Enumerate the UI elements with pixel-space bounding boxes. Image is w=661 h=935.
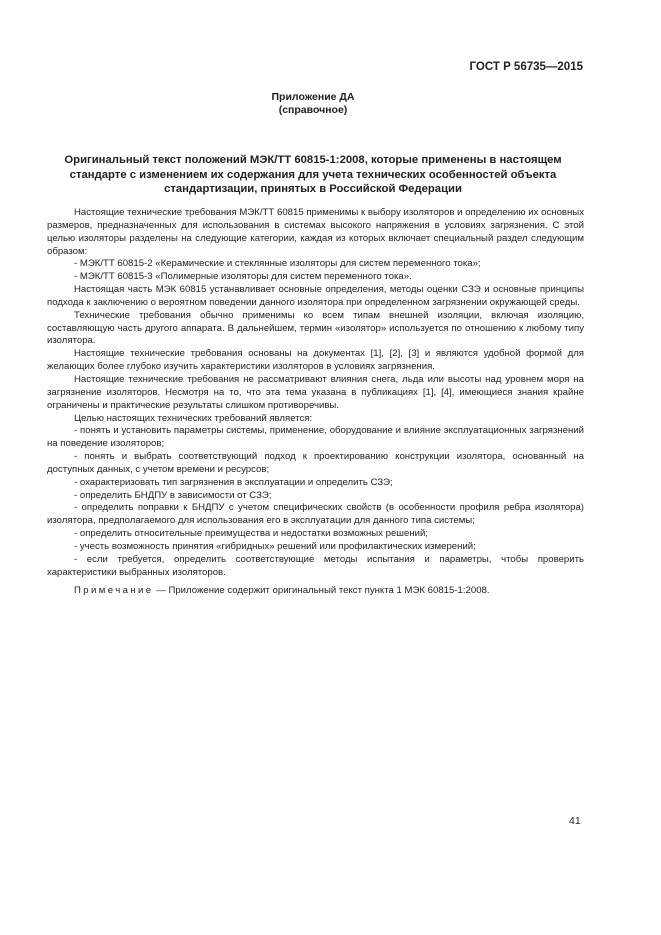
appendix-title: Приложение ДА — [271, 91, 355, 103]
paragraph: Настоящие технические требования основаны на документах [1], [2], [3] и являются удобной формой для желающих более глубоко изучить характеристики изоляторов в условиях загрязнения. — [47, 348, 584, 373]
list-item: - понять и выбрать соответствующий подход к проектированию конструкции изолятора, основанный на доступных данных, с учетом времени и ресурсов; — [47, 451, 584, 475]
paragraph: Настоящие технические требования МЭК/ТТ 60815 применимы к выбору изоляторов и определению их основных размеров, предназначенных для использования в системах высокого напряжения в условиях загрязнения. С этой целью изоляторы разделены на следующие категории, каждая из которых включает специальный раздел следующим образом: — [47, 207, 584, 257]
note-text: — Приложение содержит оригинальный текст пункта 1 МЭК 60815-1:2008. — [153, 585, 490, 597]
note-label: Примечание — [74, 585, 154, 597]
note — [47, 585, 584, 598]
list-item: - МЭК/ТТ 60815-2 «Керамические и стеклянные изоляторы для систем переменного тока»; — [74, 258, 481, 270]
paragraph: Настоящие технические требования не рассматривают влияния снега, льда или высоты над уровнем моря на загрязнение изоляторов. Несмотря на то, что эта тема указана в публикациях [1], [4], имеющиеся знания крайне ограничены и практические результаты слишком противоречивы. — [47, 373, 584, 411]
list-item: - понять и установить параметры системы, применение, оборудование и влияние эксплуатационных загрязнений на поведение изоляторов; — [47, 425, 584, 450]
body-text — [47, 207, 584, 598]
list-item: - учесть возможность принятия «гибридных» решений или профилактических измерений; — [74, 540, 476, 552]
paragraph: Настоящая часть МЭК 60815 устанавливает основные определения, методы оценки СЗЭ и основные принципы подхода к заключению о вероятном поведении данного изолятора при определенном загрязнении окружающей среды. — [47, 284, 584, 308]
section-title: Оригинальный текст положений МЭК/ТТ 60815-1:2008, которые применены в настоящем стандарте с изменением их содержания для учета технических особенностей объекта стандартизации, принятых в Российской Федерации — [64, 154, 562, 195]
document-header-standard: ГОСТ Р 56735—2015 — [469, 61, 583, 73]
appendix-heading — [0, 91, 626, 117]
list-item: - определить БНДПУ в зависимости от СЗЭ; — [74, 489, 272, 501]
list-item: - охарактеризовать тип загрязнения в эксплуатации и определить СЗЭ; — [74, 476, 393, 488]
paragraph: Технические требования обычно применимы ко всем типам внешней изоляции, включая изоляцию, составляющую часть другого аппарата. В дальнейшем, термин «изолятор» используется по отношению к любому типу изолятора. — [47, 309, 584, 347]
paragraph: Целью настоящих технических требований является: — [74, 412, 313, 424]
list-item: - если требуется, определить соответствующие методы испытания и параметры, чтобы проверить характеристики выбранных изоляторов. — [47, 553, 584, 578]
appendix-subtitle: (справочное) — [278, 104, 348, 116]
page-number: 41 — [569, 815, 581, 827]
list-item: - определить поправки к БНДПУ с учетом специфических свойств (в особенности профиля ребра изолятора) изолятора, предполагаемого для использования его в эксплуатации для данного типа системы; — [47, 502, 584, 527]
list-item: - определить относительные преимущества и недостатки возможных решений; — [74, 528, 429, 540]
list-item: - МЭК/ТТ 60815-3 «Полимерные изоляторы для систем переменного тока». — [74, 271, 412, 283]
